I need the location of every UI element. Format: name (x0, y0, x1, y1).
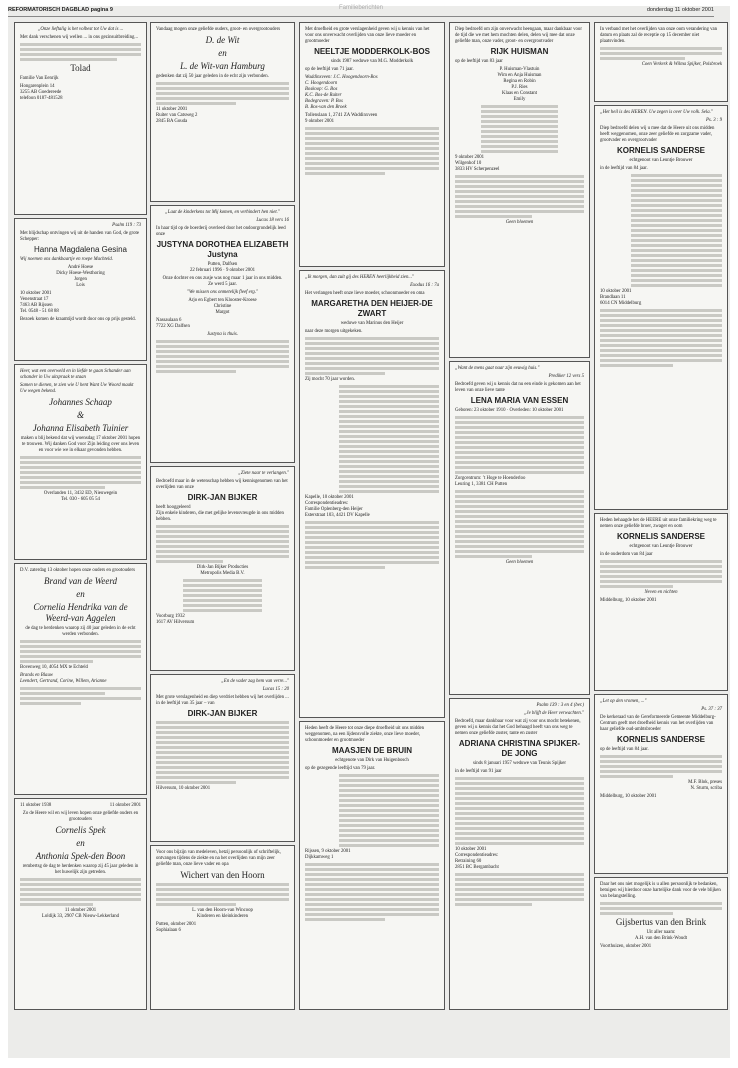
obituary-van-essen (449, 361, 590, 695)
deceased-age: op de leeftijd van 83 jaar (455, 59, 503, 64)
deceased-name: DIRK-JAN BIJKER (187, 493, 258, 502)
deceased-age: op de leeftijd van 84 jaar. (600, 747, 649, 752)
ad-footnote: Bezoek komen de kraamtijd wordt door ons op prijs gesteld. (20, 317, 136, 322)
ad-date: 11 oktober 2001 Ruiter van Catsweg 2 2845 BA Gouda (156, 107, 198, 124)
obituary-sanderse-family (594, 105, 728, 510)
deceased-age: op de gezegende leeftijd van 79 jaar. (305, 766, 376, 771)
deceased-name: KORNELIS SANDERSE (616, 735, 705, 744)
husband-name: D. de Wit (205, 35, 240, 45)
deceased-name: RIJK HUISMAN (490, 47, 549, 56)
ad-date: 10 oktober 2001 Brandlaan 11 6014 CN Middelburg (600, 289, 642, 306)
ad-date: 10 oktober 2001 Venenstraat 17 7463 AB Rijssen Tel. 0548 - 51 68 88 (20, 291, 59, 314)
ad-intro: Met blijdschap ontvingen wij uit de handen van God, de grote Schepper: (20, 231, 139, 242)
ad-text: gedenken dat zij 50 jaar geleden in de echt zijn verbonden. (156, 74, 269, 79)
bible-reference: Lucas 18 vers 16 (256, 218, 289, 223)
ad-signature: Dirk-Jan Bijker Producties Metropolis Media B.V. (196, 565, 249, 576)
deceased-age: in de leeftijd van 91 jaar (455, 769, 502, 774)
ad-date: Rijssen, 9 oktober 2001 Dijkkamweg 1 (305, 849, 351, 860)
body-text-block (20, 456, 141, 489)
bible-reference: Ps. 37 : 37 (701, 707, 722, 712)
quote: „Want de mens gaat naar zijn eeuwig huis." (455, 366, 540, 371)
life-dates: Putten, Dalfsen 22 februari 1996 · 9 oktober 2001 (189, 262, 255, 273)
ad-intro: D.V. zaterdag 13 oktober hopen onze ouders en grootouders (20, 568, 136, 573)
column-3 (299, 22, 445, 1062)
body-text-block (455, 873, 584, 906)
deceased-subtitle: echtgenoot van Leuntje Brouwer (629, 158, 693, 163)
quote: „Let op den vromen, ..." (600, 699, 647, 704)
ad-text: Wij noemen ons dankbaartje en roepe Machteld. (20, 257, 113, 262)
ad-signature: Coen Verkerk & Wilma Spijker, Polsbroek (641, 62, 722, 67)
ad-date: Tollenslaan 1, 2741 ZA Waddinxveen 9 oktober 2001 (305, 113, 378, 124)
body-text-block (600, 560, 722, 588)
obituary-modderkolk (299, 22, 445, 267)
paper-name: REFORMATORISCH DAGBLAD pagina 9 (8, 7, 113, 13)
family-list (339, 774, 440, 847)
ad-text: Bovenweg 10, 4054 MX te Echteld (20, 665, 88, 670)
body-text-block (455, 175, 584, 218)
bride-name: Johanna Elisabeth Tuinier (32, 423, 129, 433)
ad-date: Voorthuizen, oktober 2001 (600, 944, 652, 949)
anniversary-spek (14, 798, 147, 1010)
thanks-van-den-hoorn (150, 845, 295, 1010)
ad-date: 9 oktober 2001 Wilgenhof 10 3833 HV Scherpenzeel (455, 155, 500, 172)
ad-signature: Justyna is thuis. (207, 332, 238, 337)
ad-intro: Bedroefd maar in de wetenschap hebben wij kennisgenomen van het overlijden van onze (156, 479, 288, 490)
ad-intro: Heden heeft de Heere tot onze diepe droefheid uit ons midden weggenomen, na een lijdensvolle ziekte, onze lieve moeder, schoonmoeder en grootmoeder (305, 726, 425, 743)
ad-text: maken u blij bekend dat wij woensdag 17 oktober 2001 hopen te trouwen. Wij danken God voor Zijn leiding over ons leven en voor wie we in elkaar gevonden hebben. (20, 436, 141, 453)
ad-text: In verband met het overlijden van onze oom verandering van datum en plaats zal de receptie op 15 december niet plaatsvinden. (600, 27, 718, 44)
obituary-sanderse-kerkeraad (594, 694, 728, 874)
ampersand: & (76, 410, 84, 420)
bible-reference: Prediker 12 vers 5 (548, 374, 584, 379)
wedding-announcement (14, 364, 147, 560)
start-date: 11 oktober 1938 (20, 803, 52, 808)
ad-text: Met dank verschenen wij wellen ... in ons gezinsuitbreiding... (20, 35, 139, 40)
obituary-sanderse-relatives (594, 513, 728, 691)
body-text-block (156, 340, 289, 373)
ad-intro: Zo de Heere wil en wij leven hopen onze geliefde ouders en grootouders (22, 811, 139, 822)
ad-intro: Daar het ons niet mogelijk is u allen persoonlijk te bedanken, betuigen wij hierdoor onze hartelijke dank voor de vele blijken van belangstelling. (600, 882, 721, 899)
child-name: Hanna Magdalena Gesina (34, 245, 127, 254)
deceased-subtitle: sinds 1987 weduwe van M.G. Modderkolk (330, 59, 414, 64)
body-text-block (455, 490, 584, 558)
obituary-spijker (449, 698, 590, 1010)
poem: Samen te dienen, te zien wie U hent Want Uw Woord maakt Uw wegen bekend. (20, 383, 134, 394)
ad-intro: In haar tijd op de boerderij overleed door het ondoorgrondelijk leed onze (156, 226, 286, 237)
ad-text: heeft hooggeleerd Zijn enkele kinderen, die met gelijke levensvreugde in ons midden hebben. (156, 505, 284, 522)
deceased-name: KORNELIS SANDERSE (616, 532, 705, 541)
column-5 (594, 22, 728, 1062)
column-1 (14, 22, 147, 1062)
ad-text: de dag te herdenken waarop zij 40 jaar geleden in de echt werden verbonden. (25, 626, 136, 637)
header-date: donderdag 11 oktober 2001 (646, 7, 714, 13)
quote: „Ziete naar te verlangen." (238, 471, 289, 476)
en-word: en (76, 838, 85, 848)
ad-intro: Vandaag mogen onze geliefde ouders, groot- en overgrootouders (156, 27, 281, 32)
column-4 (449, 22, 590, 1062)
body-text-block (305, 337, 439, 375)
bible-reference: Lucas 15 : 20 (262, 687, 289, 692)
deceased-age: in de leeftijd van 84 jaar. (600, 166, 648, 171)
ad-date: Putten, oktober 2001 Sophialaan 6 (156, 922, 197, 933)
deceased-subtitle: echtgenoot van Leuntje Brouwer (629, 544, 693, 549)
ad-address: Hongarenplein 14 3255 AB Goedereede telefoon 0187-481528 (20, 84, 63, 101)
anniversary-van-de-weerd (14, 563, 147, 795)
deceased-name: KORNELIS SANDERSE (616, 146, 705, 155)
family-list (631, 174, 723, 287)
body-text-block (305, 521, 439, 569)
deceased-subtitle: weduwe van Marinus den Heijer (340, 321, 404, 326)
ad-address: Overlanden 11, 3432 ED, Nieuwegein Tel. 030 - 605 05 54 (43, 491, 118, 502)
deceased-age: in de ouderdom van 84 jaar (600, 552, 653, 557)
en-word: en (76, 589, 85, 599)
column-2 (150, 22, 295, 1062)
ad-signature: Geen bloemen (505, 220, 534, 225)
husband-name: Brand van de Weerd (43, 576, 118, 586)
ad-signature: Familie Van Eenrijk (20, 76, 59, 81)
life-dates: Geboren: 23 oktober 1910 · Overleden: 10 oktober 2001 (455, 408, 564, 413)
ad-intro: Heden behaagde het de HEERE uit onze familiekring weg te nemen onze geliefde broer, zwager en oom (600, 518, 717, 529)
ad-address: Zorgcentrum: ’t Hoge te Hoenderloo Leuring 1, 3381 CH Putten (455, 476, 526, 487)
quote: „Je blijft de Heer verwachten." (523, 711, 584, 716)
ad-intro: Voor ons bijzijn van medeleven, hetzij persoonlijk of schriftelijk, ontvangen tijdens de ziekte en na het overlijden van mijn zeer geliefde man, onze lieve vader en opa (156, 850, 281, 867)
deceased-subtitle: sinds 8 januari 1957 weduwe van Teunis Spijker (473, 761, 566, 766)
wife-name: Anthonia Spek-den Boon (35, 851, 126, 861)
body-text-block (305, 863, 439, 921)
body-text-block (20, 640, 141, 663)
family-names: Arjo en Egbert ten Klooster-Kroese Christine Margot (188, 298, 257, 315)
body-text-block (156, 883, 289, 906)
ad-intro: Met droefheid en grote verslagenheid geven wij u kennis van het voor ons onverwacht overlijden van onze lieve moeder en grootmoeder (305, 27, 430, 44)
ad-text: Onze dochter en ons zusje was nog maar 1 jaar in ons midden. Ze werd 5 jaar. (162, 276, 283, 287)
family-list (481, 105, 558, 153)
child-name: Tolad (70, 63, 91, 73)
ad-intro: De kerkeraad van de Gereformeerde Gemeente Middelburg-Centrum geeft met droefheid kennis van het overlijden van haar geliefde oud-ambtsbroeder (600, 715, 716, 732)
obituary-den-heijer (299, 270, 445, 718)
ad-text: rembertsg de dag te herdenken waarop zij 45 jaar geleden in het huwelijk zijn getreden. (22, 864, 139, 875)
family-names: Waddinxveen: J.C. Hoogendoorn-Bos C. Hoogendoorn Boskoop: G. Bos K.C. Bos-de Ruiter Bodegraven: P. Bos B. Bos-van den Broek (305, 75, 378, 110)
family-names: P. Huisman-Vlastuin Wim en Anja Huisman Regina en Robin P.J. Ries Klaas en Constant Emily (497, 67, 542, 102)
family-list (455, 777, 584, 845)
body-text-block (156, 721, 289, 784)
bible-reference: Ps. 3 : 9 (706, 118, 722, 123)
ad-intro: Diep bedroefd om zijn onverwacht heengaan, maar dankbaar voor de tijd die we met hem mochten delen, delen wij mee dat onze geliefde man, onze vader, groot- en overgrootvader (455, 27, 582, 44)
name-list (183, 579, 263, 612)
quote: „En de vader zag hem van verre..." (221, 679, 289, 684)
family-names: Brands en Blauw Leendert, Gertrand, Corine, Willem, Arianne (20, 673, 107, 684)
ad-signature: Geen bloemen (505, 560, 534, 565)
deceased-age: Zij mocht 70 jaar worden. (305, 377, 355, 382)
ad-intro: Bedroefd, maar dankbaar voor wat zij voor ons mocht betekenen, geven wij u kennis dat het God behaagd heeft van ons weg te nemen onze geliefde zuster, tante en zuster (455, 719, 581, 736)
quote: "We missen ons onmetelijk fleef erg." (186, 290, 259, 295)
ad-signature: M.F. Blok, preses N. Sturm, scriba (688, 780, 722, 791)
body-text-block (20, 43, 141, 61)
deceased-name: NEELTJE MODDERKOLK-BOS (314, 47, 430, 56)
anniversary-de-wit (150, 22, 295, 202)
obituary-huisman (449, 22, 590, 358)
thanks-van-den-brink (594, 877, 728, 1010)
ad-date: Voorburg 1932 1617 AV Hilversum (156, 614, 195, 625)
ad-signature: Uit aller naam: A.H. van den Brink-Woudt (635, 930, 687, 941)
husband-name: Cornelis Spek (55, 825, 106, 835)
deceased-name: Gijsbertus van den Brink (615, 917, 707, 927)
deceased-name: MAASJEN DE BRUIN (331, 746, 412, 755)
body-text-block (600, 902, 722, 915)
page-header (8, 4, 714, 17)
ad-signature: Neven en nichten (644, 590, 678, 595)
end-date: 11 oktober 2001 (109, 803, 141, 808)
obituary-justyna (150, 205, 295, 463)
wife-name: Cornelia Hendrika van de Weerd-van Aggelen (33, 602, 128, 623)
quote: „Onze lieftalig is het volbest tot Uw dat is ... (37, 27, 124, 32)
deceased-name: ADRIANA CHRISTINA SPIJKER-DE JONG (458, 739, 581, 758)
bible-reference: Psalm 139 : 3 en 4 (ber.) (536, 703, 584, 708)
ad-intro: Met grote verslagenheid en diep verdriet hebben wij het overlijden ... in de leeftijd van 35 jaar – van (156, 695, 289, 706)
obituary-de-bruin (299, 721, 445, 1010)
deceased-subtitle: echtgenote van Dirk van Huigenbosch (335, 758, 409, 763)
body-text-block (20, 687, 141, 705)
body-text-block (156, 82, 289, 105)
deceased-age: op de leeftijd van 71 jaar. (305, 67, 354, 72)
poem: Heer, wat een overweld en in liefde te gaan Schander aan schander in Uw uitspraak te staan (20, 369, 131, 380)
ad-intro: Diep bedroefd delen wij u mee dat de Heere uit ons midden heeft weggenomen, onze zeer geliefde en zorgzame vader, grootvader en overgrootvader (600, 126, 715, 143)
ad-date: 10 oktober 2001 Correspondentieadres: Retraining 60 2851 BC Bergambacht (455, 847, 499, 870)
quote: „Het heil is des HEREN. Uw zegen is over Uw volk. Sela." (600, 110, 713, 115)
obituary-dirk-jan-1 (150, 466, 295, 671)
body-text-block (600, 47, 722, 60)
family-names: André Hoese Dicky Hoese-Westhoring Jorgen Lois (56, 265, 105, 288)
bible-reference: Exodus 16 : 7a (410, 283, 439, 288)
deceased-name: DIRK-JAN BIJKER (187, 709, 258, 718)
body-text-block (455, 416, 584, 474)
notice-receptie (594, 22, 728, 102)
quote: „Laat de kinderkens tot Mij komen, en verhindert hen niet." (165, 210, 280, 215)
birth-announcement-tolad (14, 22, 147, 215)
ad-date: Kapelle, 10 oktober 2001 Correspondentieadres: Familie Oplenberg-den Heijer Esterstraat 103, 4421 DV Kapelle (305, 495, 370, 518)
body-text-block (305, 127, 439, 175)
ad-intro: Het verlangen heeft onze lieve moeder, schoonmoeder en oma (305, 291, 425, 296)
deceased-name: MARGARETHA DEN HEIJER-DE ZWART (311, 299, 433, 318)
ad-address: Nassaulaan 6 7722 XG Dalfsen (156, 318, 190, 329)
deceased-name: Wichert van den Hoorn (180, 870, 265, 880)
ad-date: Hilversum, 10 oktober 2001 (156, 786, 211, 791)
body-text-block (600, 755, 722, 778)
en-word: en (218, 48, 227, 58)
ad-date: Middelburg, 10 oktober 2001 (600, 794, 657, 799)
body-text-block (600, 309, 722, 367)
obituary-dirk-jan-2 (150, 674, 295, 842)
deceased-name: LENA MARIA VAN ESSEN (470, 396, 569, 405)
body-text-block (156, 525, 289, 563)
body-text-block (20, 878, 141, 906)
ad-intro: Bedroefd geven wij u kennis dat nu een einde is gekomen aan het leven van onze lieve tante (455, 382, 581, 393)
bible-reference: Psalm 119 : 73 (112, 223, 141, 228)
ad-signature: L. van den Hoorn-van Wincoop Kinderen en kleinkinderen (192, 908, 253, 919)
groom-name: Johannes Schaap (49, 397, 112, 407)
masthead: Familieberichten (338, 5, 384, 11)
quote: „Ik morgen, dan zult gij des HEREN heerlijkheid zien..." (305, 275, 414, 280)
family-list (339, 385, 440, 493)
deceased-name: JUSTYNA DOROTHEA ELIZABETH Justyna (156, 240, 289, 259)
ad-text: naar deze morgen uitgekeken. (305, 329, 363, 334)
birth-announcement-hanna (14, 218, 147, 361)
ad-date: Middelburg, 10 oktober 2001 (600, 598, 657, 603)
wife-name: L. de Wit-van Hamburg (180, 61, 265, 71)
ad-date: 11 oktober 2001 Loldijk 33, 2907 CB Nieuw-Lekkerland (41, 908, 120, 919)
